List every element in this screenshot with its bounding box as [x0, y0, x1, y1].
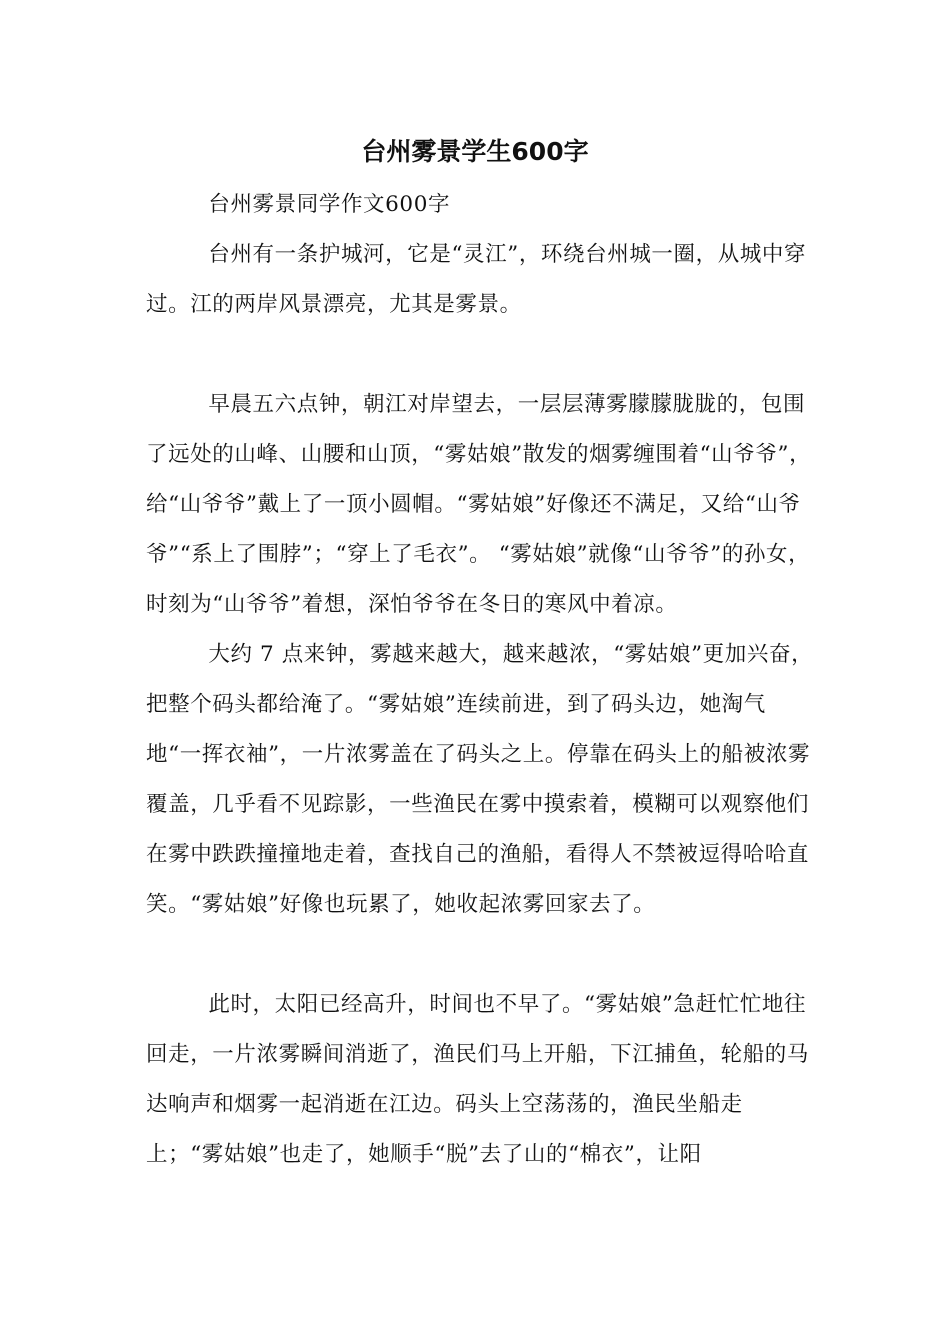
paragraph-1: 台州有一条护城河，它是“灵江”，环绕台州城一圈，从城中穿过。江的两岸风景漂亮，尤其是雾景。 [146, 242, 807, 317]
essay-body [146, 180, 816, 1180]
page-title: 台州雾景学生600字 [361, 137, 589, 166]
paragraph-2: 早晨五六点钟，朝江对岸望去，一层层薄雾朦朦胧胧的，包围了远处的山峰、山腰和山顶，“雾姑娘”散发的烟雾缠围着“山爷爷”，给“山爷爷”戴上了一顶小圆帽。“雾姑娘”好像还不满足，又给“山爷爷”“系上了围脖”；“穿上了毛衣”。 “雾姑娘”就像“山爷爷”的孙女，时刻为“山爷爷”着想，深怕爷爷在冬日的寒风中着凉。 [146, 392, 812, 617]
paragraph-gap [146, 330, 816, 380]
paragraph-gap [146, 930, 816, 980]
essay-subtitle: 台州雾景同学作文600字 [208, 192, 451, 217]
paragraph-3: 大约 7 点来钟，雾越来越大，越来越浓，“雾姑娘”更加兴奋，把整个码头都给淹了。“雾姑娘”连续前进，到了码头边，她淘气地“一挥衣袖”，一片浓雾盖在了码头之上。停靠在码头上的船被浓雾覆盖，几乎看不见踪影，一些渔民在雾中摸索着，模糊可以观察他们在雾中跌跌撞撞地走着，查找自己的渔船，看得人不禁被逗得哈哈直笑。“雾姑娘”好像也玩累了，她收起浓雾回家去了。 [146, 642, 814, 917]
paragraph-4: 此时，太阳已经高升，时间也不早了。“雾姑娘”急赶忙忙地往回走，一片浓雾瞬间消逝了，渔民们马上开船，下江捕鱼，轮船的马达响声和烟雾一起消逝在江边。码头上空荡荡的，渔民坐船走上；“雾姑娘”也走了，她顺手“脱”去了山的“棉衣”，让阳 [146, 992, 810, 1167]
